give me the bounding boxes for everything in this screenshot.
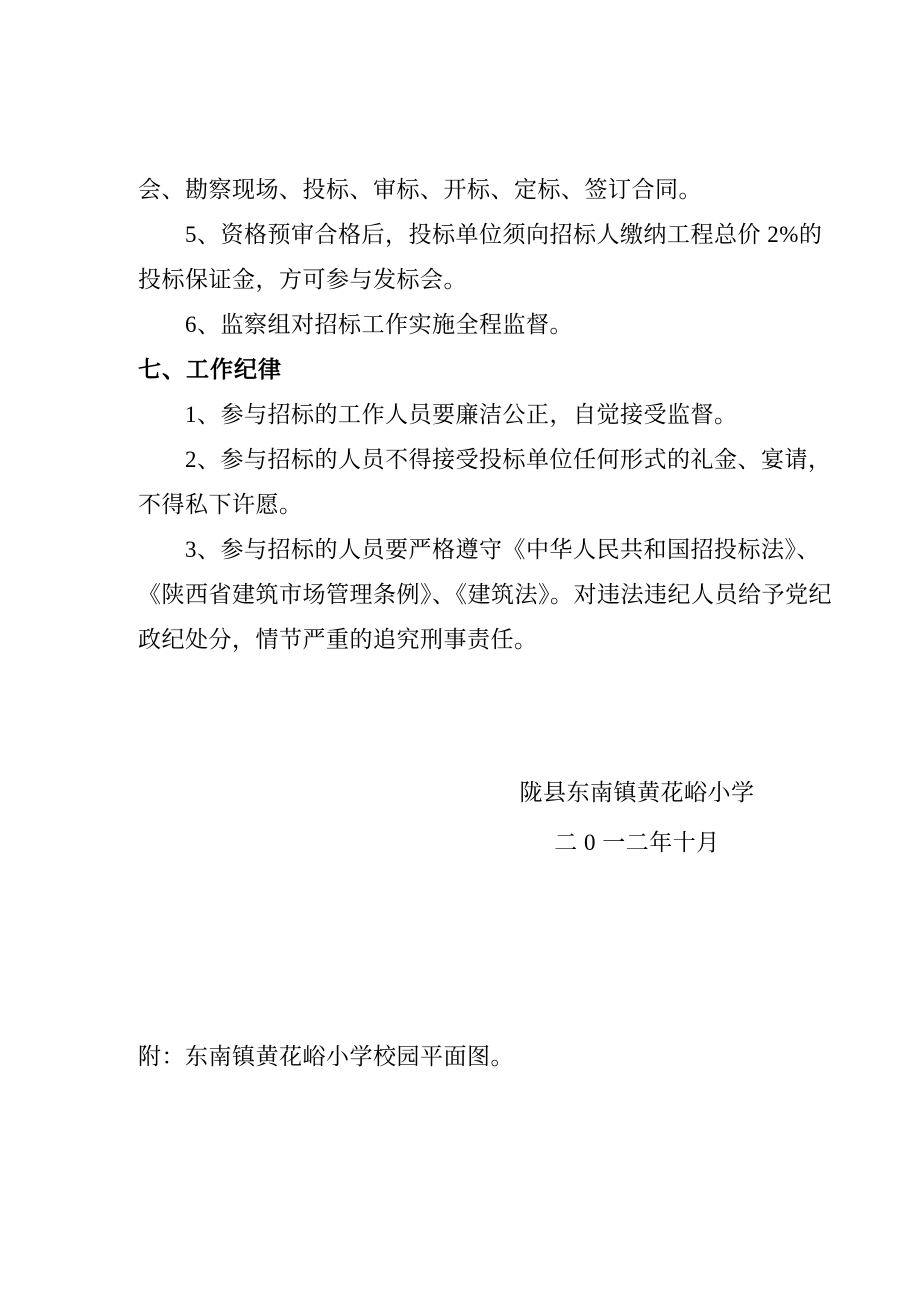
body-line: 会、勘察现场、投标、审标、开标、定标、签订合同。 — [138, 177, 702, 202]
body-line: 政纪处分，情节严重的追究刑事责任。 — [138, 627, 538, 652]
signature-block — [507, 768, 767, 868]
body-line: 5、资格预审合格后，投标单位须向招标人缴纳工程总价 2%的 — [185, 222, 823, 247]
body-line: 投标保证金，方可参与发标会。 — [138, 267, 467, 292]
attachment-note: 附：东南镇黄花峪小学校园平面图。 — [138, 1044, 514, 1069]
signature-date: 二 0 一二年十月 — [554, 830, 720, 855]
body-line: 《陕西省建筑市场管理条例》、《建筑法》。对违法违纪人员给予党纪 — [138, 582, 832, 607]
body-line: 2、参与招标的人员不得接受投标单位任何形式的礼金、宴请， — [185, 447, 832, 472]
body-line: 不得私下许愿。 — [138, 492, 303, 517]
body-line: 3、参与招标的人员要严格遵守《中华人民共和国招投标法》、 — [185, 537, 820, 562]
signature-school-name: 陇县东南镇黄花峪小学 — [519, 780, 755, 805]
body-line: 6、监察组对招标工作实施全程监督。 — [185, 312, 573, 337]
body-line: 1、参与招标的工作人员要廉洁公正，自觉接受监督。 — [185, 402, 738, 427]
section-heading: 七、工作纪律 — [138, 356, 282, 382]
